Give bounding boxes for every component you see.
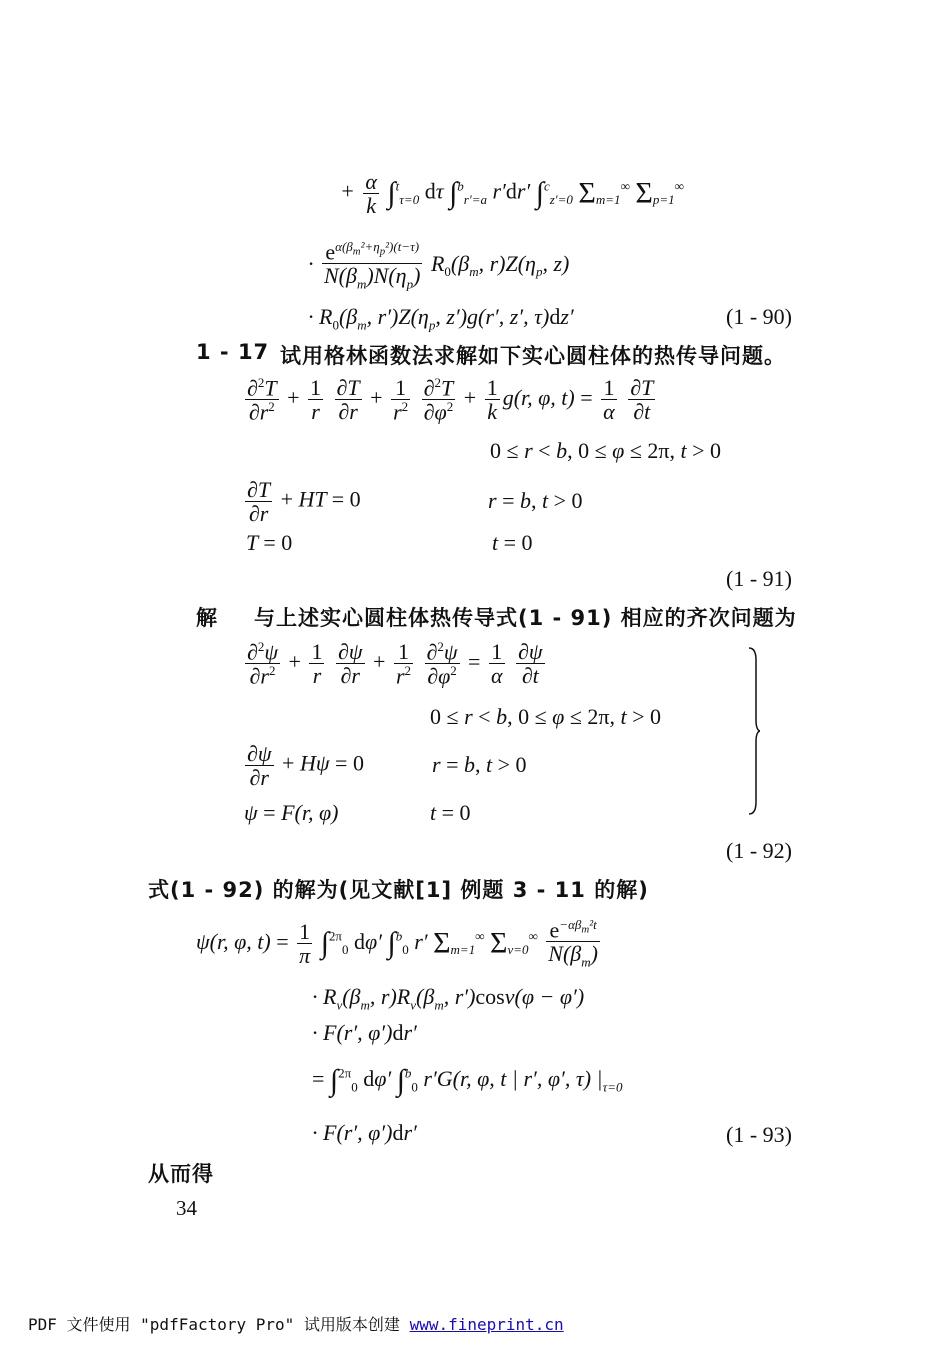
eq-1-92-ref-text: 式(1 - 92) 的解为(见文献[1] 例题 3 - 11 的解) [148,878,649,902]
footer-link[interactable]: www.fineprint.cn [409,1315,564,1334]
problem-text: 试用格林函数法求解如下实心圆柱体的热传导问题。 [280,344,786,368]
eq-1-91-pde: $\frac{\partial^2T}{\partial r^2}$ + $\frac{1}{r}$ $\frac{\partial T}{\partial r}$ + $\frac{1}{r^2}$ $\frac{\partial^2T}{\partial\varphi^2}$ + $\frac{1}{k}$ g(r, φ, t) = $\frac{1}{\alpha}$ $\frac{\partial T}{\partial t}$ [247,375,654,425]
eq-1-91-bc-cond: r = b, t > 0 [488,488,583,513]
eq-1-93-line5: · F(r′, φ′)dr′ [312,1120,417,1145]
eq-1-92-number: (1 - 92) [726,838,792,863]
conclusion-text: 从而得 [148,1162,214,1186]
solution-label: 解 [196,606,218,630]
eq-1-91-domain: 0 ≤ r < b, 0 ≤ φ ≤ 2π, t > 0 [490,438,722,463]
eq-1-91-ic: T = 0 [246,530,293,555]
eq-1-93-line2: · $R_\nu(\beta_m$, $r)R_\nu(\beta_m$, r′)cosν(φ − φ′) [312,984,585,1013]
eq-1-92-bc-cond: r = b, t > 0 [432,752,527,777]
eq-1-92-ic-cond: t = 0 [430,800,471,825]
eq-1-90-line1: + $\frac{\alpha}{k}$ ∫$^t_{\tau=0}$ dτ ∫$^b_{r'=a}$ r′dr′ ∫$^c_{z'=0}$ $\Sigma_{m=1}^\infty$ $\Sigma_{p=1}^\infty$ [340,169,684,219]
eq-1-92-ic: ψ = F(r, φ) [244,800,339,825]
page-number: 34 [176,1196,197,1220]
eq-1-91-number: (1 - 91) [726,566,792,591]
problem-number: 1 - 17 [196,340,270,364]
eq-1-90-number: (1 - 90) [726,304,792,329]
eq-1-92-bc: $\frac{\partial\psi}{\partial r}$ + Hψ = 0 [247,741,364,791]
eq-1-91-ic-cond: t = 0 [492,530,533,555]
right-brace-icon [748,646,760,816]
eq-1-90-line3: · $R_0(\beta_m$, $r')Z(\eta_p$, z′)g(r′, z′, τ)dz′ [308,304,574,333]
eq-1-93-line3: · F(r′, φ′)dr′ [312,1020,417,1045]
solution-text: 与上述实心圆柱体热传导式(1 - 91) 相应的齐次问题为 [254,606,797,630]
eq-1-90-line2: · $\frac{e^{\alpha(\beta_m^2+\eta_p^2)(t-\tau)}}{N(\beta_m)N(\eta_p)}$ $R_0(\beta_m$, $r)Z(\eta_p$, z) [308,239,570,292]
eq-1-93-number: (1 - 93) [726,1122,792,1147]
eq-1-93-line4: = ∫$^{2\pi}_0$ dφ′ ∫$^b_0$ r′G(r, φ, t | r′, φ′, τ) $|_{\tau=0}$ [312,1064,623,1097]
eq-1-91-bc: $\frac{\partial T}{\partial r}$ + HT = 0 [247,477,361,527]
eq-1-92-domain: 0 ≤ r < b, 0 ≤ φ ≤ 2π, t > 0 [430,704,662,729]
eq-1-92-pde: $\frac{\partial^2\psi}{\partial r^2}$ + $\frac{1}{r}$ $\frac{\partial\psi}{\partial r}$ + $\frac{1}{r^2}$ $\frac{\partial^2\psi}{\partial\varphi^2}$ = $\frac{1}{\alpha}$ $\frac{\partial\psi}{\partial t}$ [247,639,543,689]
pdf-footer [28,1312,564,1335]
eq-1-93-line1: ψ(r, φ, t) = $\frac{1}{\pi}$ ∫$^{2\pi}_0$ dφ′ ∫$^b_0$ r′ $\Sigma_{m=1}^\infty$ $\Sigma_{\nu=0}^\infty$ $\frac{e^{-\alpha\beta_m^2t}}{N(\beta_m)}$ [196,917,598,970]
footer-text: PDF 文件使用 "pdfFactory Pro" 试用版本创建 [28,1315,410,1334]
